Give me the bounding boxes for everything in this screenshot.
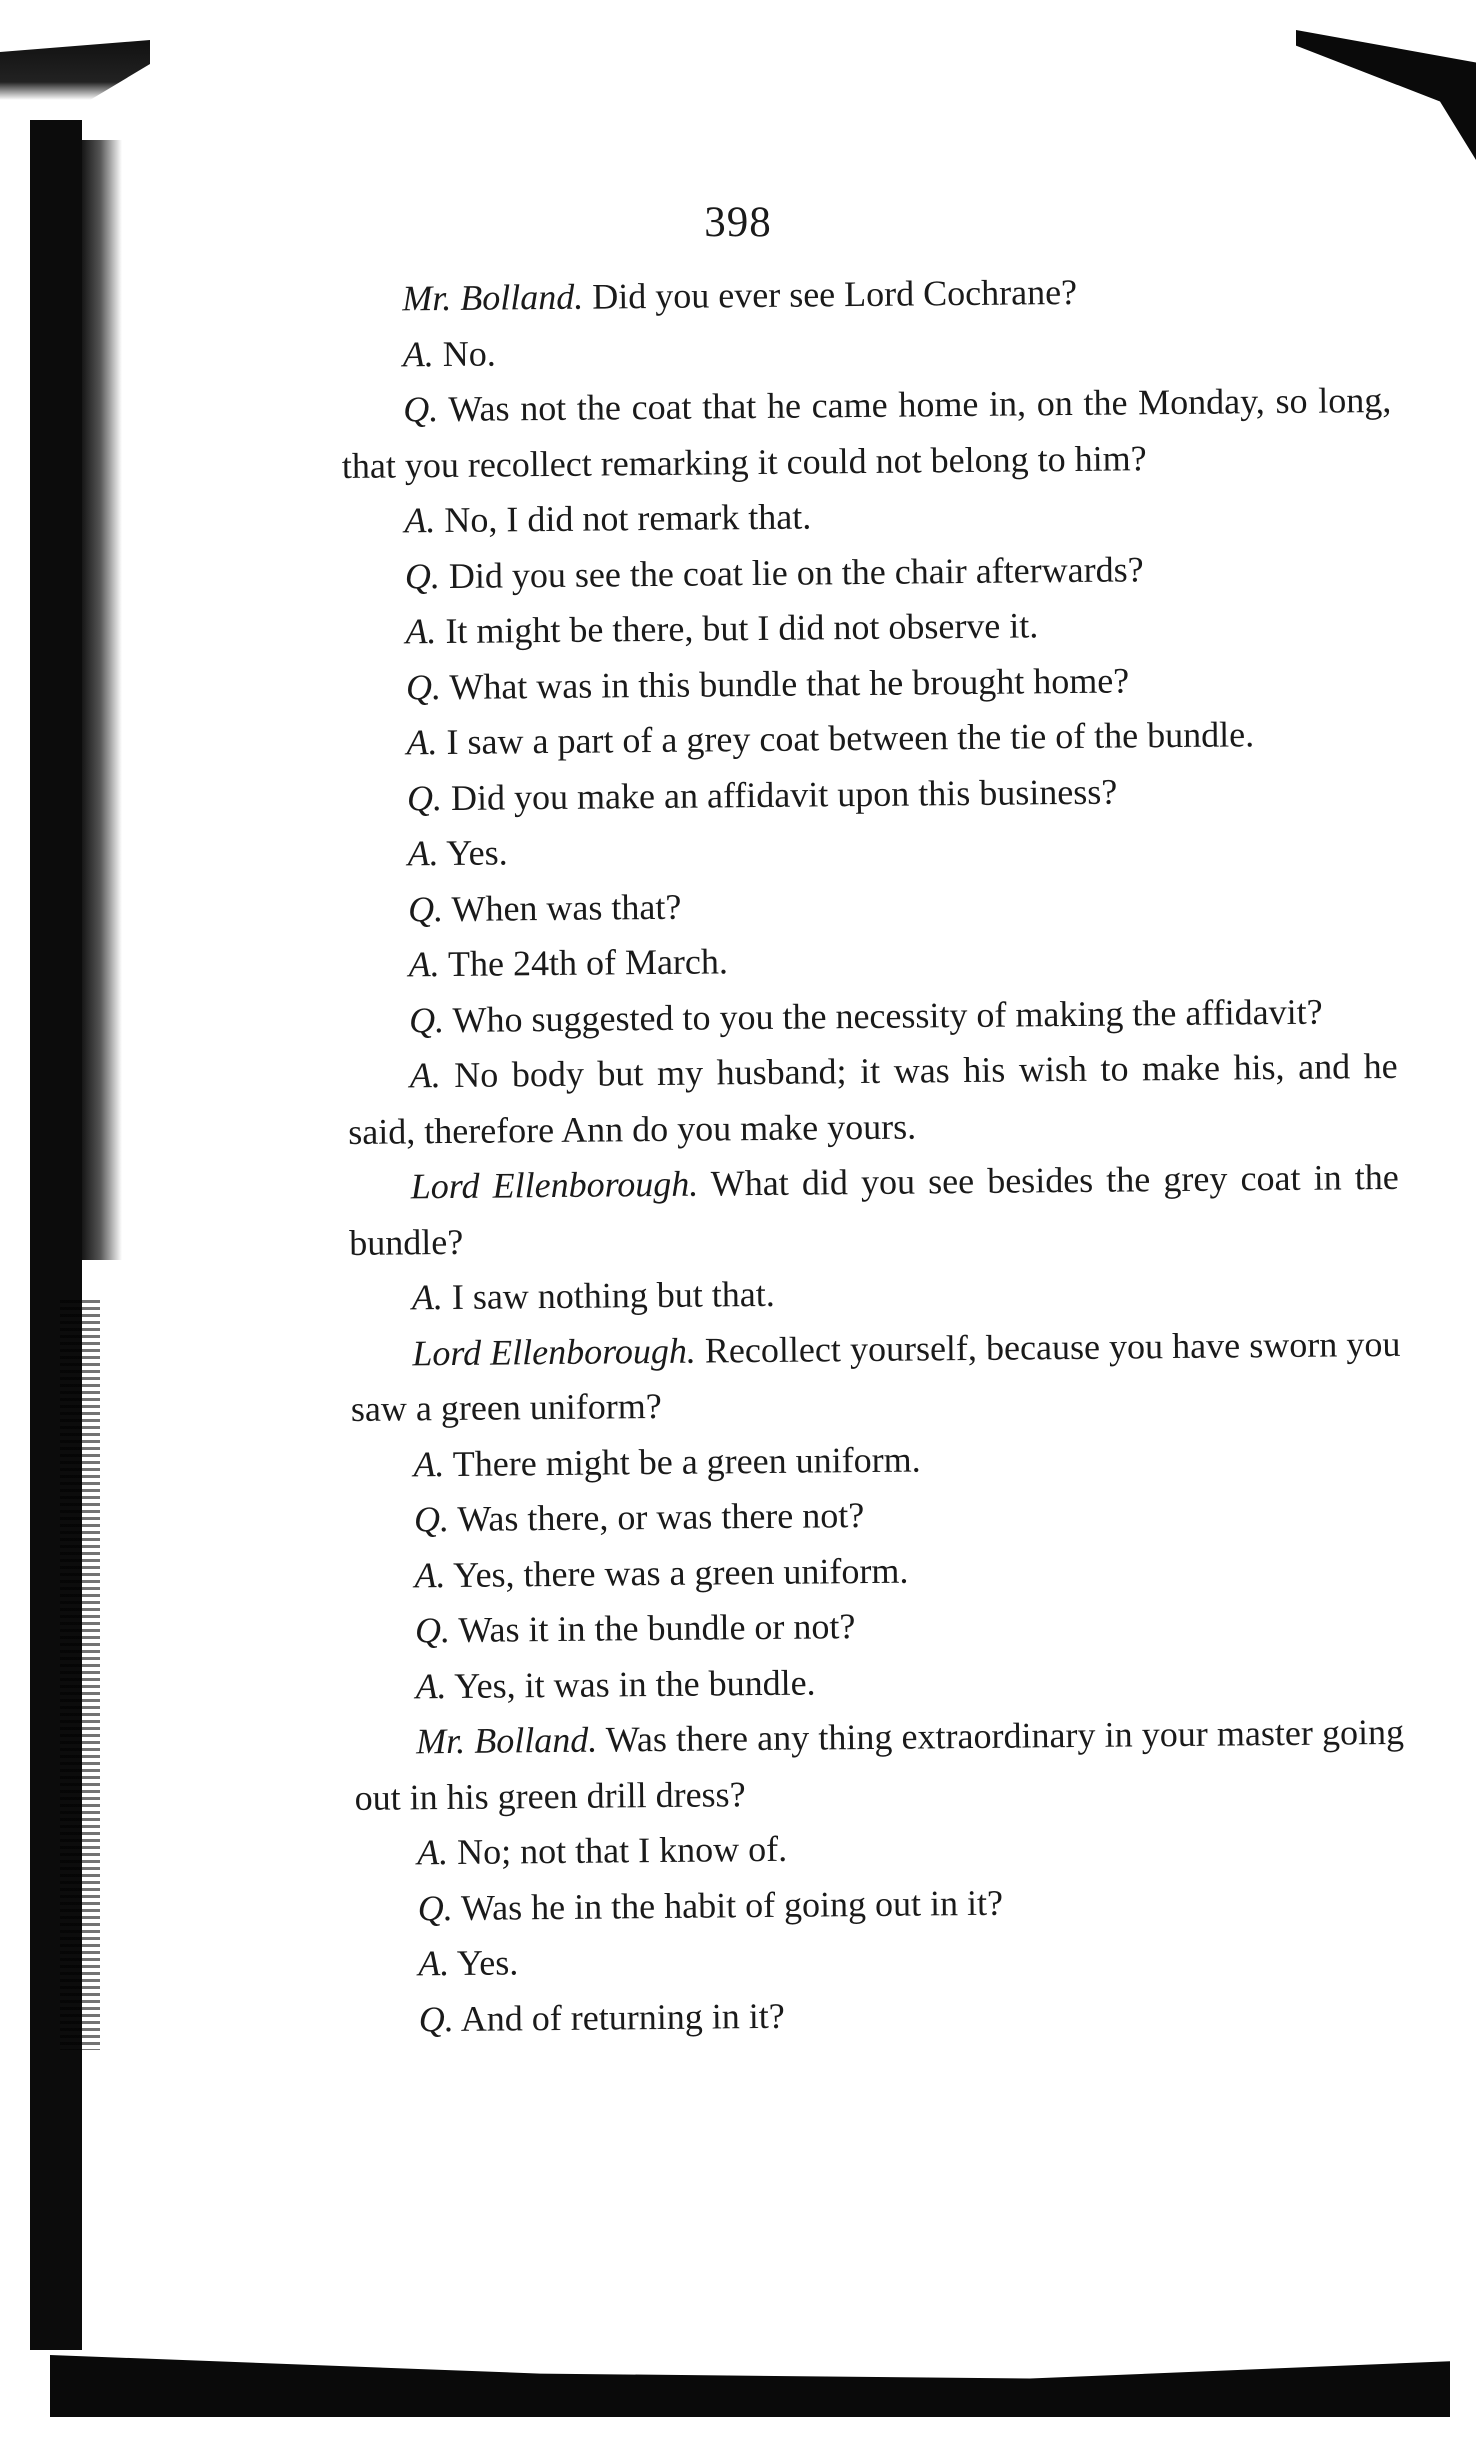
utterance-text: Did you make an affidavit upon this business? [450,771,1118,818]
speaker-label: A. [408,944,440,985]
transcript-paragraph [353,1649,1403,1715]
transcript-paragraph [355,1816,1405,1882]
transcript-paragraph [354,1705,1405,1826]
transcript-body [340,262,1407,2048]
transcript-paragraph [341,373,1392,494]
speaker-label: Q. [408,999,445,1040]
transcript-paragraph [342,484,1392,550]
utterance-text: Did you ever see Lord Cochrane? [592,271,1078,317]
utterance-text: No body but my husband; it was his wish to make his, and he said, therefore Ann do you make yours. [348,1045,1398,1152]
scan-spine-edge [82,140,122,1260]
transcript-paragraph [347,983,1397,1049]
transcript-paragraph [357,1982,1407,2048]
transcript-paragraph [346,872,1396,938]
speaker-label: A. [406,722,438,763]
transcript-paragraph [346,928,1396,994]
speaker-label: Lord Ellenborough. [410,1163,699,1207]
speaker-label: Q. [414,1610,451,1651]
transcript-paragraph [345,817,1395,883]
utterance-text: Yes, there was a green uniform. [452,1550,909,1595]
transcript-paragraph [349,1150,1400,1271]
utterance-text: When was that? [451,886,682,929]
speaker-label: A. [414,1554,446,1595]
speaker-label: Q. [418,1998,454,2039]
scan-shadow-top-right [1296,30,1476,160]
scan-shadow-top-left [0,40,150,100]
utterance-text: Was he in the habit of going out in it? [460,1882,1004,1928]
speaker-label: Q. [413,1499,450,1540]
utterance-text: No; not that I know of. [456,1828,788,1872]
transcript-paragraph [352,1483,1402,1549]
speaker-label: A. [407,833,439,874]
utterance-text: It might be there, but I did not observe it. [445,605,1039,652]
utterance-text: And of returning in it? [460,1995,785,2039]
speaker-label: A. [402,333,434,374]
transcript-paragraph [340,262,1390,328]
speaker-label: Mr. Bolland. [415,1719,598,1762]
speaker-label: A. [405,611,437,652]
utterance-text: Yes. [456,1942,519,1983]
speaker-label: A. [418,1943,450,1984]
transcript-paragraph [347,1039,1398,1160]
transcript-paragraph [355,1871,1405,1937]
utterance-text: No. [442,333,496,374]
utterance-text: Was it in the bundle or not? [458,1606,856,1650]
transcript-paragraph [343,539,1393,605]
transcript-paragraph [345,761,1395,827]
utterance-text: Was there, or was there not? [457,1495,865,1539]
speaker-label: Q. [405,666,442,707]
speaker-label: A. [413,1443,445,1484]
utterance-text: The 24th of March. [447,941,729,984]
utterance-text: I saw a part of a grey coat between the tie of the bundle. [446,714,1255,762]
speaker-label: A. [404,500,436,541]
transcript-paragraph [351,1427,1401,1493]
utterance-text: Recollect yourself, because you have sworn you saw a green uniform? [350,1323,1401,1429]
speaker-label: A. [411,1277,444,1318]
speaker-label: Mr. Bolland. [402,276,584,319]
speaker-label: Lord Ellenborough. [412,1330,697,1373]
speaker-label: A. [416,1832,449,1873]
utterance-text: Was not the coat that he came home in, on the Monday, so long, that you recollect remarking it could not belong to him? [341,379,1392,486]
utterance-text: Yes. [446,832,508,874]
utterance-text: Was there any thing extraordinary in your master going out in his green drill dress? [354,1711,1405,1818]
scan-shadow-bottom [50,2355,1450,2417]
speaker-label: Q. [406,777,443,818]
scan-margin-speckle [60,1300,100,2050]
transcript-paragraph [350,1316,1401,1437]
utterance-text: No, I did not remark that. [444,496,812,541]
utterance-text: What was in this bundle that he brought home? [449,659,1130,707]
speaker-label: Q. [404,555,441,596]
speaker-label: A. [409,1055,441,1096]
transcript-paragraph [350,1261,1400,1327]
utterance-text: Who suggested to you the necessity of making the affidavit? [452,991,1323,1040]
page-number: 398 [704,199,772,246]
speaker-label: Q. [403,389,439,430]
utterance-text: I saw nothing but that. [451,1273,775,1317]
speaker-label: Q. [407,888,444,929]
transcript-paragraph [352,1538,1402,1604]
transcript-paragraph [356,1927,1406,1993]
transcript-paragraph [353,1594,1403,1660]
transcript-paragraph [341,317,1391,383]
speaker-label: A. [415,1665,447,1706]
utterance-text: There might be a green uniform. [452,1438,921,1484]
transcript-paragraph [344,650,1394,716]
transcript-paragraph [343,595,1393,661]
utterance-text: Yes, it was in the bundle. [454,1662,816,1706]
transcript-paragraph [344,706,1394,772]
utterance-text: Did you see the coat lie on the chair afterwards? [448,548,1144,596]
utterance-text: What did you see besides the grey coat in the bundle? [349,1156,1399,1263]
speaker-label: Q. [417,1887,453,1928]
